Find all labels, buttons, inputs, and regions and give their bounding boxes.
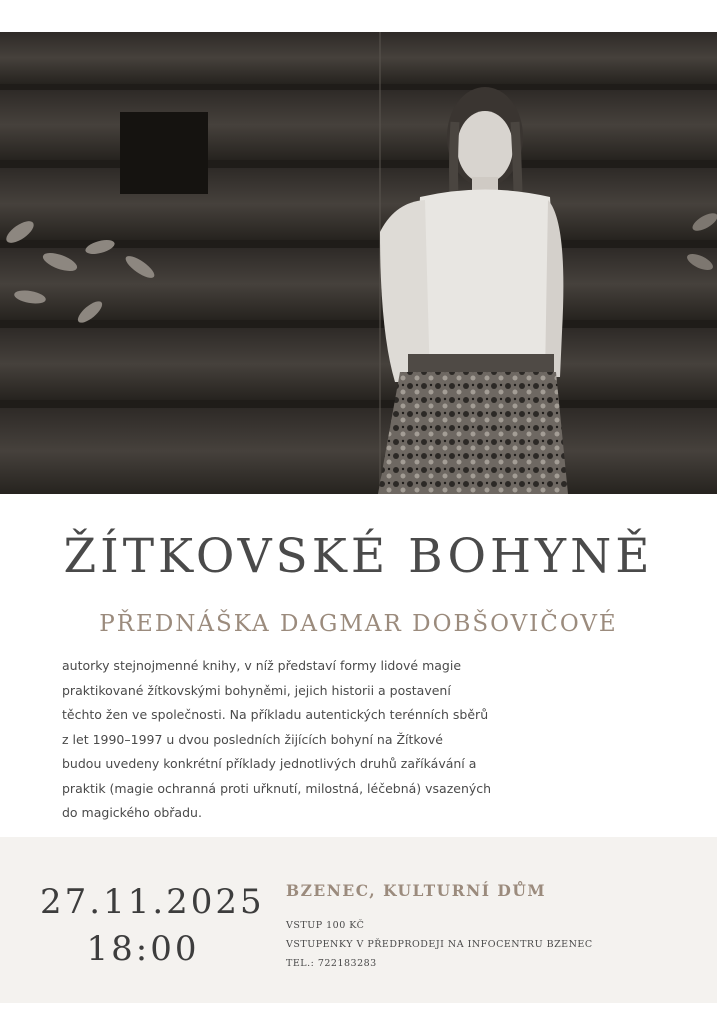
event-info-footer (0, 837, 717, 1003)
description-text (62, 654, 532, 826)
description-line: praktik (magie ochranná proti uřknutí, milostná, léčebná) vsazených (62, 780, 492, 796)
description-line: z let 1990–1997 u dvou posledních žijících bohyní na Žítkové (62, 731, 443, 747)
admission-price: VSTUP 100 KČ (286, 920, 365, 931)
poster-title: ŽÍTKOVSKÉ BOHYNĚ (63, 529, 654, 584)
description-line: praktikované žítkovskými bohyněmi, jejich historii a postavení (62, 682, 451, 698)
description-line: do magického obřadu. (62, 805, 202, 820)
event-time: 18:00 (86, 929, 200, 969)
description-line: těchto žen ve společnosti. Na příkladu autentických terénních sběrů (62, 707, 489, 722)
presale-info: VSTUPENKY V PŘEDPRODEJI NA INFOCENTRU BZENEC (286, 939, 593, 950)
hero-photo (0, 32, 717, 494)
description-line: budou uvedeny konkrétní příklady jednotlivých druhů zaříkávání a (62, 756, 477, 771)
event-date: 27.11.2025 (40, 882, 265, 922)
event-venue: BZENEC, KULTURNÍ DŮM (286, 881, 547, 900)
phone-number: TEL.: 722183283 (286, 958, 377, 969)
description-line: autorky stejnojmenné knihy, v níž představí formy lidové magie (62, 658, 462, 673)
poster-subtitle: PŘEDNÁŠKA DAGMAR DOBŠOVIČOVÉ (99, 611, 618, 637)
